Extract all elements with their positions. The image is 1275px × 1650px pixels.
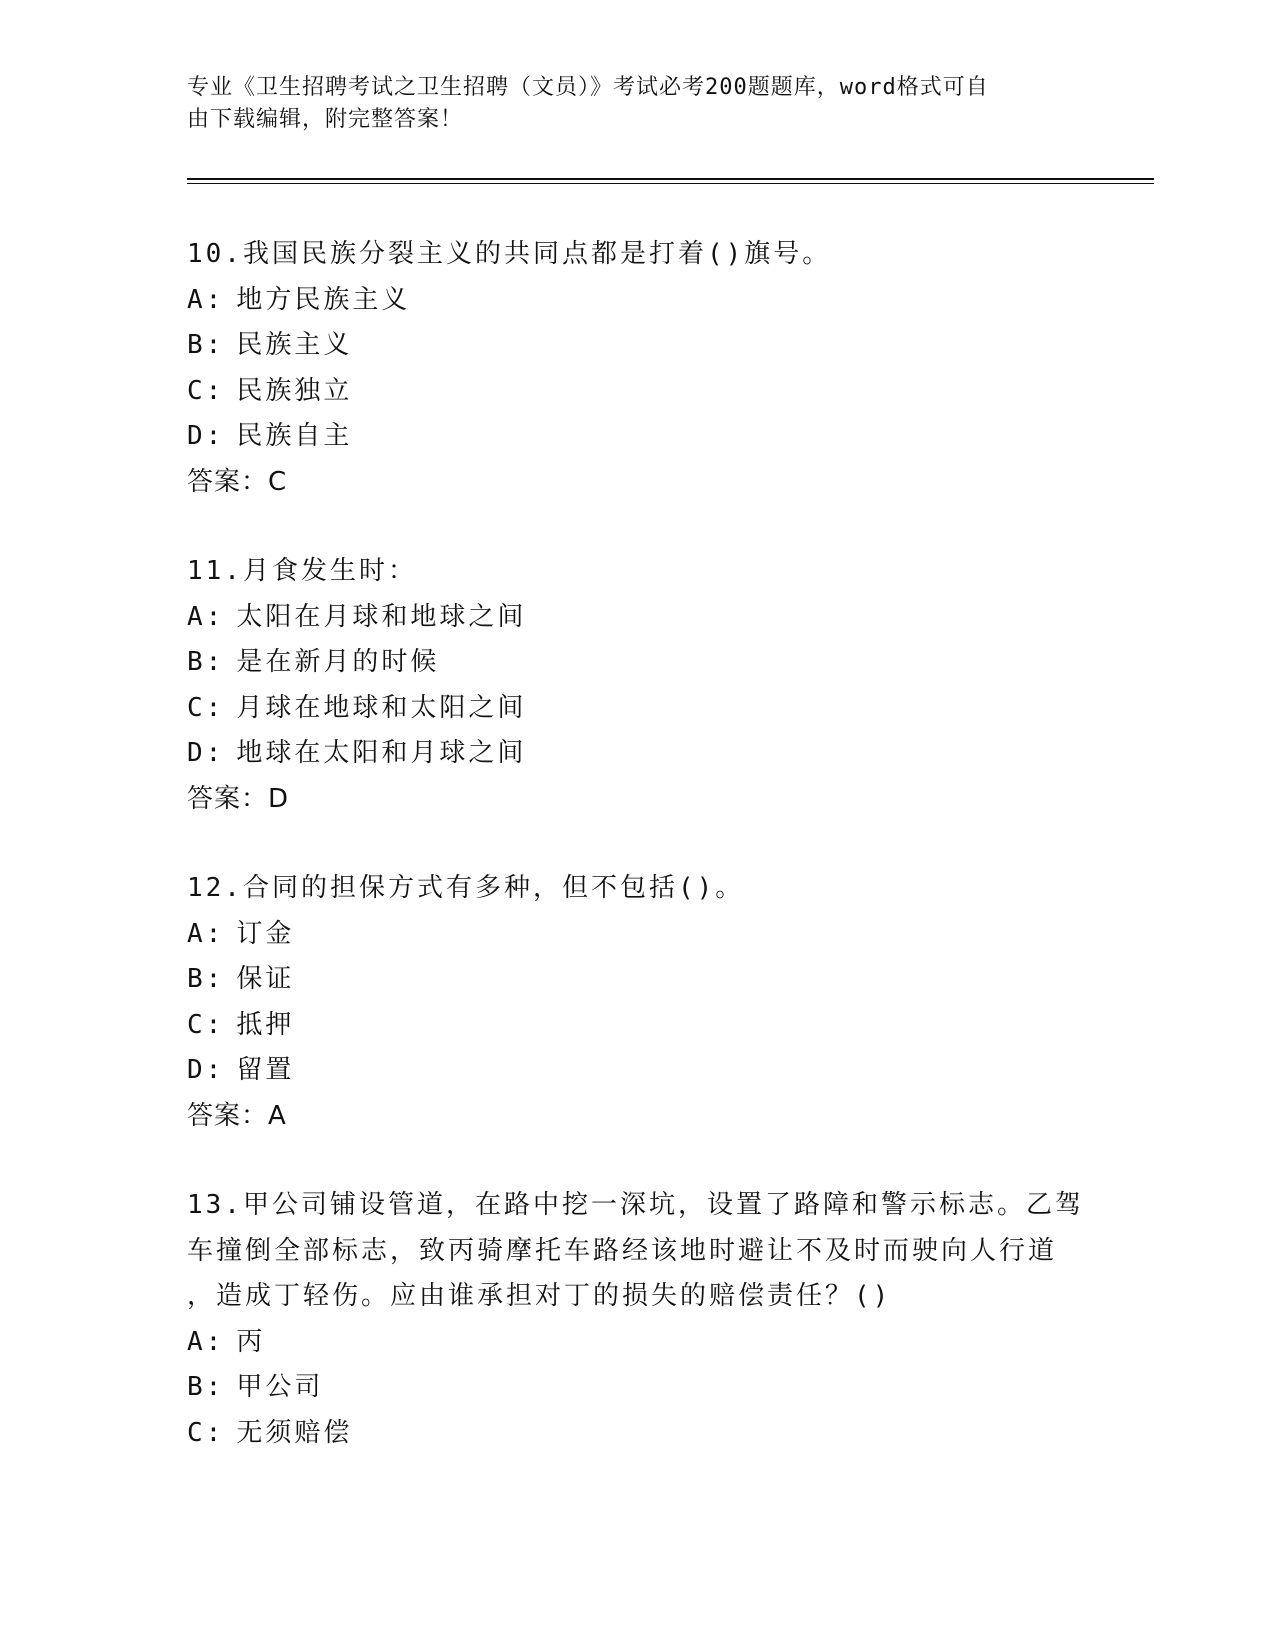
option-a <box>187 595 1087 641</box>
option-text: 丙 <box>236 1326 266 1357</box>
option-label: A: <box>187 284 225 315</box>
header-line-2: 由下载编辑，附完整答案！ <box>187 107 464 132</box>
option-d <box>187 414 1087 460</box>
option-text: 民族主义 <box>236 330 353 360</box>
option-label: D: <box>187 421 225 451</box>
option-label: B: <box>187 330 225 360</box>
answer-line: 答案：D <box>187 783 290 814</box>
header-divider-thick <box>187 178 1154 180</box>
option-text: 是在新月的时候 <box>236 647 440 677</box>
option-label: A: <box>187 918 225 949</box>
option-d <box>187 1048 1087 1094</box>
option-text: 无须赔偿 <box>236 1417 353 1448</box>
option-text: 地球在太阳和月球之间 <box>236 738 527 768</box>
option-text: 民族自主 <box>236 421 353 451</box>
option-b <box>187 323 1087 369</box>
option-text: 民族独立 <box>236 375 353 406</box>
question-stem: 12.合同的担保方式有多种，但不包括()。 <box>187 873 745 903</box>
header-line-1: 专业《卫生招聘考试之卫生招聘（文员）》考试必考200题题库，word格式可自 <box>187 75 989 100</box>
question-list <box>187 232 1087 1500</box>
option-label: B: <box>187 1372 225 1402</box>
option-a <box>187 912 1087 958</box>
option-c <box>187 1003 1087 1049</box>
option-c <box>187 686 1087 732</box>
question-stem-line-1: 13.甲公司铺设管道，在路中挖一深坑，设置了路障和警示标志。乙驾 <box>187 1190 1084 1220</box>
option-text: 抵押 <box>236 1009 295 1040</box>
question-10 <box>187 232 1087 505</box>
option-label: D: <box>187 1055 225 1085</box>
option-b <box>187 1365 1087 1411</box>
option-text: 订金 <box>236 918 295 949</box>
answer-line: 答案：C <box>187 466 288 497</box>
answer-line: 答案：A <box>187 1100 287 1131</box>
option-label: C: <box>187 692 225 723</box>
option-label: C: <box>187 1009 225 1040</box>
option-c <box>187 369 1087 415</box>
option-text: 月球在地球和太阳之间 <box>236 692 527 723</box>
option-d <box>187 731 1087 777</box>
option-b <box>187 957 1087 1003</box>
question-stem: 10.我国民族分裂主义的共同点都是打着()旗号。 <box>187 239 832 269</box>
option-label: B: <box>187 964 225 994</box>
option-a <box>187 1320 1087 1366</box>
document-header <box>187 72 1067 136</box>
option-text: 地方民族主义 <box>236 284 411 315</box>
option-text: 保证 <box>236 964 295 994</box>
question-stem: 11.月食发生时： <box>187 556 417 586</box>
option-label: C: <box>187 1417 225 1448</box>
option-b <box>187 640 1087 686</box>
option-label: D: <box>187 738 225 768</box>
question-stem-line-2: 车撞倒全部标志，致丙骑摩托车路经该地时避让不及时而驶向人行道 <box>187 1235 1058 1266</box>
option-text: 留置 <box>236 1055 295 1085</box>
question-stem-line-3: ，造成丁轻伤。应由谁承担对丁的损失的赔偿责任？() <box>187 1281 892 1311</box>
header-divider-thin <box>187 183 1154 184</box>
question-13 <box>187 1183 1087 1456</box>
option-label: A: <box>187 601 225 632</box>
question-12 <box>187 866 1087 1139</box>
option-label: B: <box>187 647 225 677</box>
option-text: 甲公司 <box>236 1372 324 1402</box>
option-a <box>187 278 1087 324</box>
question-11 <box>187 549 1087 822</box>
option-label: A: <box>187 1326 225 1357</box>
option-label: C: <box>187 375 225 406</box>
option-c <box>187 1411 1087 1457</box>
option-text: 太阳在月球和地球之间 <box>236 601 527 632</box>
